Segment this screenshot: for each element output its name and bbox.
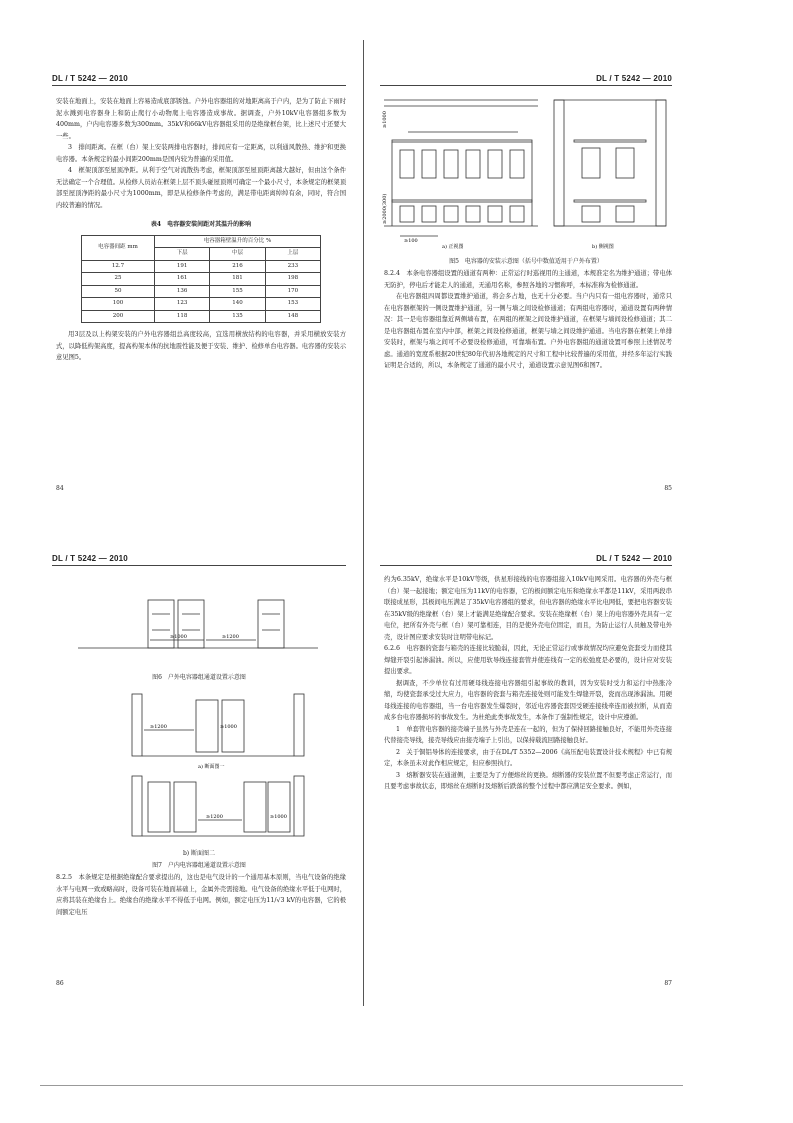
- paragraph: 3 排间距离。在框（台）架上安装两排电容器时，排间应有一定距离，以利通风散热、维护和更换电容器。本条规定的最小间距200mm是国内较为普遍的采用值。: [56, 144, 346, 163]
- figure-7-caption: 图7 户内电容器组通道设置示意图: [152, 862, 246, 869]
- table-caption: 表4 电容器安装间距对其温升的影响: [150, 221, 252, 228]
- figure-5-caption: 图5 电容器的安装示意图（括号中数值适用于户外布置）: [449, 258, 603, 265]
- header-rule: [380, 565, 672, 566]
- dim-label: ≥1200: [222, 634, 239, 640]
- dim-label: ≥1200: [206, 814, 223, 820]
- col-header-upper: 上层: [265, 248, 320, 261]
- paragraph: 据调查，不少单位有过用硬母线连接电容器组引起事故的教训，因为安装时受力和运行中热胀冷缩，均使瓷套承受过大应力，电容器的瓷套与箱壳连接处则可能发生焊缝开裂，瓷而出现渗漏油。用硬母线连接的电容器组，当一台电容器发生爆裂时，邻近电容器瓷套因受硬连接线牵连而被拉断，从而造成多台电容器损坏的事故发生。为杜绝此类事故发生，本条作了强制性规定，设计中应遵循。: [384, 679, 672, 721]
- paragraph: 4 框架顶部至屋顶净距。从利于空气对流散热考虑，框架顶部至屋顶距离越大越好，但由这个条件无法确定一个合理值。从检修人员站在框架上层不顶头碰屋顶则可确定一个最小尺寸，本条规定的框架顶部至屋顶净距的最小尺寸为1000mm，即是从检修条件考虑的，满足带电距离绰绰有余，同时，符合国内较普遍的情况。: [56, 167, 346, 209]
- page-header: DL / T 5242 — 2010: [52, 554, 128, 563]
- paragraph: 安装在地面上，安装在地面上容易造成底部锈蚀。户外电容器组的对地距离高于户内，是为了防止下雨时泥水溅到电容器身上和防止爬行小动物爬上电容器造成事故。据调查，户外10kV电容器组多数为400mm，户内电容器多数为300mm。35kV和66kV电容器组采用的是绝缘框台架，比上述尺寸还要大一些。: [56, 98, 346, 140]
- page-87: [366, 520, 686, 1000]
- table-row: 100 123 140 153: [82, 298, 321, 311]
- page-number: 87: [664, 980, 672, 987]
- dim-label: ≥1000: [270, 814, 287, 820]
- paragraph: 用3层及以上构架安装的户外电容器组总高度较高，宜选用横放结构的电容器，并采用横放安装方式，以降低构架高度，提高构架本体的抗地震性能及便于安装、维护、检修单台电容器。电容器的安装示意见图5。: [56, 331, 346, 361]
- dim-label: ≥1000: [382, 111, 388, 128]
- page-86-body: [56, 872, 346, 918]
- header-rule: [52, 565, 346, 566]
- figure-5-drawing: [378, 92, 674, 252]
- col-header-spacing: 电容器间距 mm: [82, 235, 155, 260]
- col-header-group: 电容器箱壁温升的百分比 %: [155, 235, 321, 248]
- dim-label: ≥1000: [220, 724, 237, 730]
- page-84: [38, 40, 360, 506]
- subfigure-label: b) 断面图二: [182, 850, 216, 857]
- paragraph: 在电容器组四周都设置维护通道，将会多占地，也无十分必要。当户内只有一组电容器时，通常只在电容器框架的一侧设置维护通道，另一侧与墙之间设检修通道；有两组电容器时，通道设置有两种情况：其一是电容器组靠近两侧墙布置，在两组的框架之间设维护通道，在框架与墙间设检修通道；其二是电容器组布置在室内中部，框架之间设检修通道，框架与墙之间设维护通道。当电容器在框架上单排安装时，框架与墙之间可不必要设检修通道，可靠墙布置。户外电容器组的通道设置可参照上述情况考虑。通道的宽度系根据20世纪80年代初各地规定的尺寸和工程中比较普遍的采用值，并经多年运行实践证明是合适的，所以，本条规定了通道的最小尺寸，通道设置示意见图6和图7。: [384, 293, 672, 369]
- page-header: DL / T 5242 — 2010: [596, 554, 672, 563]
- figure-6-drawing: [78, 590, 318, 662]
- page-header: DL / T 5242 — 2010: [52, 74, 128, 83]
- header-rule: [380, 85, 672, 86]
- page-84-body: [56, 96, 346, 364]
- paragraph: 6.2.6 电容器的瓷套与箱壳的连接比较脆弱，因此，无论正常运行或事故情况均应避免瓷套受力而使其焊缝开裂引起渗漏油。所以，应使用软导线连接套管并使连线有一定的松弛度是必要的，设计应对安装提出要求。: [384, 645, 672, 675]
- figure-6-caption: 图6 户外电容器组通道设置示意图: [152, 674, 246, 681]
- table-row: 12.7 191 216 233: [82, 260, 321, 273]
- col-header-middle: 中层: [210, 248, 265, 261]
- dim-label: ≥100: [404, 238, 418, 244]
- page-number: 84: [56, 485, 64, 492]
- subfigure-label: a) 正视图: [442, 244, 464, 250]
- page-number: 86: [56, 980, 64, 987]
- paragraph: 约为6.35kV，绝缘水平是10kV等级，供星形接线的电容器组接入10kV电网采用。电容器的外壳与框（台）架一起接地；额定电压为11kV的电容器，它的极间额定电压和绝缘水平都是11kV，采用两段串联接成星形，其极间电压满足了35kV电容器组的要求，但电容器的绝缘水平比电网低，要把电容器安装在35kV级的绝缘框（台）架上才能满足绝缘配合要求。安装在绝缘框（台）架上的电容器外壳具有一定电位，把所有外壳与框（台）架可靠相连，目的是使外壳电位固定，而且，为防止运行人员触及带电外壳，设计图应要求安装时注明带电标记。: [384, 576, 672, 641]
- col-header-lower: 下层: [155, 248, 210, 261]
- temperature-rise-table: [81, 235, 321, 324]
- paragraph: 3 熔断器安装在通道侧，主要是为了方便熔丝的更换。熔断器的安装位置不但要考虑正常运行，而且要考虑事故状态，即熔丝在熔断时及熔断后跌落的整个过程中都应满足安全要求。例如，: [384, 771, 672, 790]
- paragraph: 8.2.4 本条电容器组设置的通道有两种：正常运行时巡视用的主通道，本规准定名为维护通道；带电体无防护，停电后才能走人的通道，无通用名称，参照各地的习惯称呼，本标准称为检修通道。: [384, 270, 672, 289]
- page-85: [366, 40, 686, 506]
- table-row: 50 136 155 170: [82, 285, 321, 298]
- table-row: 200 118 135 148: [82, 310, 321, 323]
- page-number: 85: [664, 485, 672, 492]
- table-row: 25 161 181 198: [82, 273, 321, 286]
- paragraph: 1 单套管电容器的接壳端子虽然与外壳是连在一起的，但为了保持回路接触良好，不能用外壳连接代替接壳导线，接壳导线应由接壳端子上引出，以保持载流回路接触良好。: [384, 725, 672, 744]
- dim-label: ≥1200: [150, 724, 167, 730]
- page-header: DL / T 5242 — 2010: [596, 74, 672, 83]
- subfigure-label: a) 断面图一: [198, 764, 225, 770]
- paragraph: 2 关于铜铝导体的连接要求，由于在DL/T 5352—2006《高压配电装置设计技术规程》中已有规定，本条虽未对此作相应规定，但应参照执行。: [384, 748, 672, 767]
- dim-label: ≥2000(300): [382, 193, 388, 224]
- page-86: [38, 520, 360, 1000]
- page-87-body: [384, 574, 672, 793]
- paragraph: 8.2.5 本条规定是根据绝缘配合要求提出的，这也是电气设计的一个通用基本原则，当电气设备的绝缘水平与电网一致或略高时，设备可装在地面基础上，金属外壳需接地。电气设备的绝缘水平低于电网时，应将其装在绝缘台上。绝缘台的绝缘水平不得低于电网。例如，额定电压为11/√3 kV的电容器，它的极间额定电压: [56, 874, 346, 916]
- footer-rule: [40, 1085, 683, 1086]
- page-divider: [363, 40, 364, 1006]
- dim-label: ≥1000: [170, 634, 187, 640]
- page-85-body: [384, 268, 672, 372]
- header-rule: [52, 85, 346, 86]
- figure-7-drawing: [128, 690, 308, 840]
- subfigure-label: b) 侧视图: [592, 244, 614, 250]
